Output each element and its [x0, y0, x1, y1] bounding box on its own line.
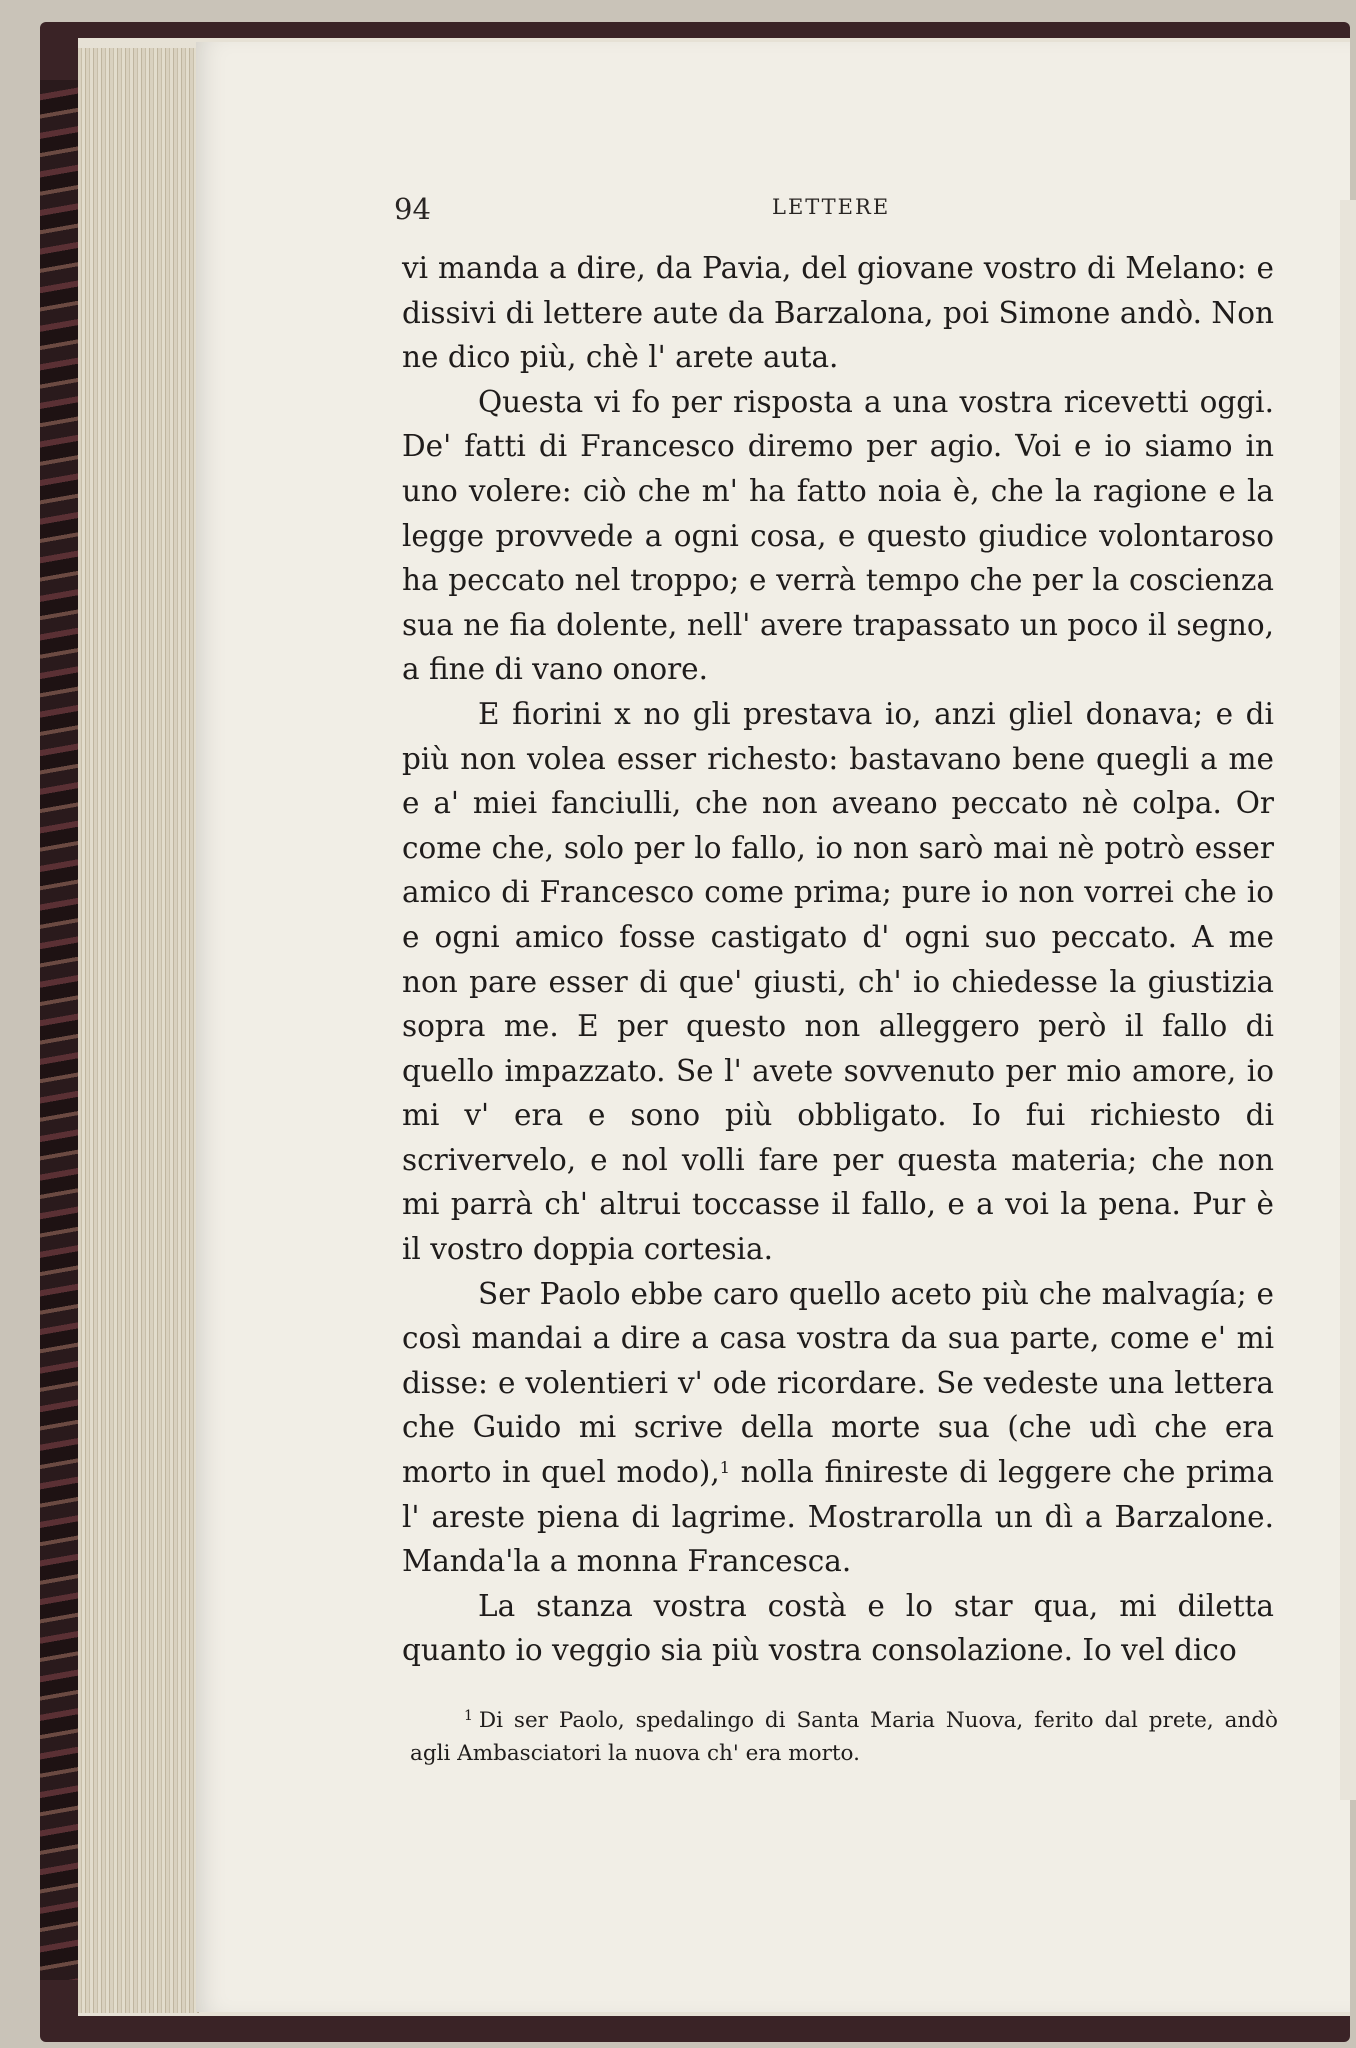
paragraph-text: Ser Paolo ebbe caro quello aceto più che malvagía; e così mandai a dire a casa vostra da sua parte, come e' mi disse: e volentieri v' ode ricordare. Se vedeste una lettera che Guido mi scrive della morte sua (che udì che era morto in quel modo), [402, 1276, 1274, 1490]
page-header [394, 192, 1274, 232]
body-text [402, 246, 1274, 1673]
paragraph: vi manda a dire, da Pavia, del giovane vostro di Melano: e dissivi di lettere aute da Barzalona, poi Simone andò. Non ne dico più, chè l' arete auta. [402, 251, 1274, 375]
footnote-text: Di ser Paolo, spedalingo di Santa Maria Nuova, ferito dal prete, andò agli Ambasciatori la nuova ch' era morto. [410, 1708, 1278, 1766]
marbled-cover-edge [40, 80, 80, 1980]
facing-page-edge [1340, 200, 1356, 1800]
paragraph [402, 1272, 1274, 1584]
page-number: 94 [394, 192, 431, 226]
paragraph-text: nolla finireste di leggere che prima l' areste piena di lagrime. Mostrarolla un dì a Barzalone. Manda'la a monna Francesca. [402, 1455, 1275, 1579]
footnote-reference: 1 [719, 1458, 730, 1478]
page-edges [78, 48, 199, 2013]
running-head: LETTERE [772, 195, 891, 219]
footnote [410, 1700, 1278, 1770]
footnote-mark: 1 [464, 1708, 473, 1724]
paragraph: La stanza vostra costà e lo star qua, mi diletta quanto io veggio sia più vostra consolazione. Io vel dico [402, 1588, 1274, 1668]
paragraph: Questa vi fo per risposta a una vostra ricevetti oggi. De' fatti di Francesco diremo per agio. Voi e io siamo in uno volere: ciò che m' ha fatto noia è, che la ragione e la legge provvede a ogni cosa, e questo giudice volontaroso ha peccato nel troppo; e verrà tempo che per la coscienza sua ne fia dolente, nell' avere trapassato un poco il segno, a fine di vano onore. [402, 384, 1274, 687]
paragraph: E fiorini x no gli prestava io, anzi gliel donava; e di più non volea esser richesto: bastavano bene quegli a me e a' miei fanciulli, che non aveano peccato nè colpa. Or come che, solo per lo fallo, io non sarò mai nè potrò esser amico di Francesco come prima; pure io non vorrei che io e ogni amico fosse castigato d' ogni suo peccato. A me non pare esser di que' giusti, ch' io chiedesse la giustizia sopra me. E per questo non alleggero però il fallo di quello impazzato. Se l' avete sovvenuto per mio amore, io mi v' era e sono più obbligato. Io fui richiesto di scrivervelo, e nol volli fare per questa materia; che non mi parrà ch' altrui toccasse il fallo, e a voi la pena. Pur è il vostro doppia cortesia. [402, 696, 1274, 1267]
